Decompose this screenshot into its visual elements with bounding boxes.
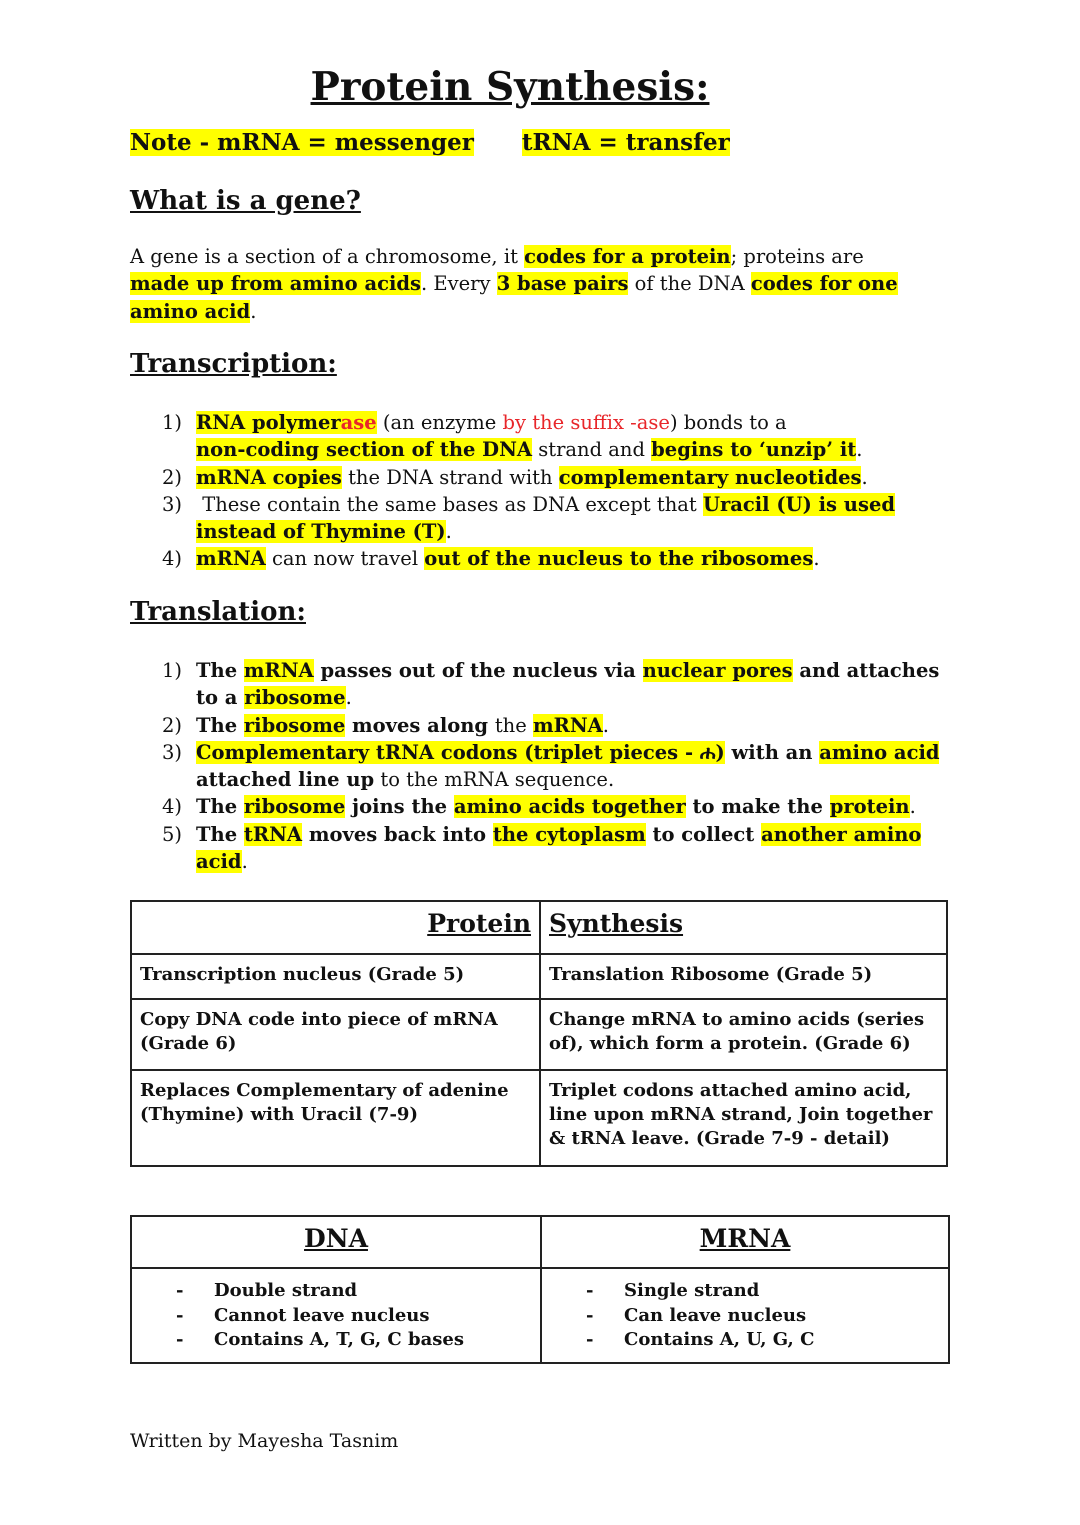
dna-list <box>140 1279 532 1353</box>
text-segment: 3 base pairs <box>496 272 629 296</box>
text-segment: The <box>196 795 244 819</box>
translation-heading: Translation: <box>130 597 306 627</box>
text-segment: . Every <box>420 272 497 296</box>
table-header-synthesis: Synthesis <box>540 901 947 954</box>
text-segment: passes out of the nucleus via <box>313 659 643 682</box>
text-segment: . <box>602 713 609 737</box>
text-line <box>162 739 939 766</box>
text-line <box>162 545 895 572</box>
text-segment: Uracil (U) is used <box>702 492 895 516</box>
text-segment: to the mRNA sequence. <box>374 768 615 792</box>
list-item: - Single strand <box>586 1279 940 1304</box>
text-segment: RNA polymer <box>196 411 341 434</box>
text-segment: mRNA copies <box>196 465 342 489</box>
text-segment: Complementary tRNA codons (triplet pieces - ሐ) <box>196 740 725 764</box>
mrna-heading: MRNA <box>541 1216 949 1268</box>
text-segment: codes for a protein <box>524 245 731 268</box>
text-segment: out of the nucleus to the ribosomes <box>424 547 814 571</box>
table-cell: Triplet codons attached amino acid, line upon mRNA strand, Join together & tRNA leave. (Grade 7-9 - detail) <box>540 1070 947 1166</box>
text-segment: with an <box>724 740 820 764</box>
text-segment: . <box>861 465 868 489</box>
list-item: - Double strand <box>176 1279 532 1304</box>
text-line <box>130 243 898 270</box>
text-segment: to collect <box>645 822 762 846</box>
list-number: 2) <box>162 465 183 489</box>
text-segment: The <box>196 822 244 846</box>
text-segment: can now travel <box>265 547 425 571</box>
text-segment: to make the <box>685 795 830 819</box>
text-segment: by the suffix -ase <box>502 411 670 434</box>
list-number: 1) <box>162 411 183 434</box>
text-segment: ) bonds to a <box>669 411 787 434</box>
text-segment: amino acids together <box>453 795 686 819</box>
text-segment: The <box>196 713 244 737</box>
transcription-heading: Transcription: <box>130 349 337 379</box>
text-segment: . <box>250 299 257 323</box>
text-segment: mRNA <box>532 713 603 737</box>
text-segment: . <box>345 686 352 710</box>
text-segment: complementary nucleotides <box>558 465 862 489</box>
text-line <box>162 491 895 518</box>
text-line <box>162 766 939 793</box>
list-number: 4) <box>162 547 183 571</box>
text-segment: (an enzyme <box>376 411 503 434</box>
text-segment: mRNA <box>196 547 266 571</box>
text-segment: made up from amino acids <box>130 272 421 296</box>
text-segment: The <box>196 659 244 682</box>
table-row <box>131 999 947 1070</box>
dna-vs-mrna-table <box>130 1215 950 1364</box>
gene-paragraph <box>130 243 898 325</box>
text-segment: of the DNA <box>628 272 751 296</box>
text-line <box>162 821 939 848</box>
translation-list <box>162 657 939 875</box>
text-segment: attached line up <box>196 768 375 792</box>
list-number: 5) <box>162 822 183 846</box>
table-cell: Transcription nucleus (Grade 5) <box>131 954 540 999</box>
table-row <box>131 1070 947 1166</box>
text-line <box>162 464 895 491</box>
note-mrna: Note - mRNA = messenger <box>130 129 474 156</box>
text-segment: codes for one <box>750 272 898 296</box>
text-segment: ase <box>340 411 377 434</box>
table-cell: Change mRNA to amino acids (series of), which form a protein. (Grade 6) <box>540 999 947 1070</box>
mrna-cell <box>541 1268 949 1363</box>
transcription-list <box>162 409 895 573</box>
text-segment: another amino <box>761 822 922 846</box>
text-segment: These contain the same bases as DNA except that <box>196 492 703 516</box>
text-segment: instead of Thymine (T) <box>196 520 446 544</box>
text-segment: . <box>813 547 820 571</box>
text-segment: amino acid <box>819 740 940 764</box>
table-cell: Translation Ribosome (Grade 5) <box>540 954 947 999</box>
text-segment: ribosome <box>243 713 346 737</box>
text-line <box>130 298 898 325</box>
dna-cell <box>131 1268 541 1363</box>
table-cell: Replaces Complementary of adenine (Thymine) with Uracil (7-9) <box>131 1070 540 1166</box>
note-trna: tRNA = transfer <box>521 129 730 156</box>
text-line <box>162 712 939 739</box>
text-segment: strand and <box>532 438 652 462</box>
text-segment: amino acid <box>130 299 251 323</box>
text-segment: mRNA <box>243 659 314 682</box>
text-line <box>162 793 939 820</box>
list-item: - Contains A, T, G, C bases <box>176 1328 532 1353</box>
text-segment: . <box>445 520 452 544</box>
text-segment: the <box>494 713 533 737</box>
text-segment: acid <box>196 850 242 874</box>
text-segment: non-coding section of the DNA <box>196 438 533 462</box>
author-footer: Written by Mayesha Tasnim <box>130 1430 399 1452</box>
gene-heading: What is a gene? <box>130 186 361 216</box>
text-line <box>162 518 895 545</box>
text-segment: moves along <box>345 713 495 737</box>
text-segment: A gene is a section of a chromosome, it <box>130 245 525 268</box>
text-segment: . <box>241 850 248 874</box>
text-segment: ribosome <box>244 686 346 710</box>
table-cell: Copy DNA code into piece of mRNA (Grade 6) <box>131 999 540 1070</box>
text-line <box>162 848 939 875</box>
text-line <box>162 409 895 436</box>
list-item: - Can leave nucleus <box>586 1304 940 1329</box>
text-segment: moves back into <box>302 822 493 846</box>
text-segment: . <box>856 438 863 462</box>
text-segment: begins to ‘unzip’ it <box>651 438 857 462</box>
text-line <box>162 436 895 463</box>
text-segment: . <box>909 795 916 819</box>
text-segment: to a <box>196 686 245 710</box>
text-segment: joins the <box>345 795 454 819</box>
text-segment: nuclear pores <box>642 659 793 682</box>
list-number: 1) <box>162 659 183 682</box>
list-number: 3) <box>162 492 183 516</box>
text-line <box>162 657 939 684</box>
text-segment: tRNA <box>243 822 303 846</box>
table-header-protein: Protein <box>131 901 540 954</box>
page-title: Protein Synthesis: <box>310 64 710 110</box>
list-number: 2) <box>162 713 183 737</box>
protein-synthesis-table <box>130 900 948 1167</box>
list-item: - Cannot leave nucleus <box>176 1304 532 1329</box>
text-segment: the cytoplasm <box>492 822 646 846</box>
text-segment: the DNA strand with <box>341 465 559 489</box>
list-number: 3) <box>162 740 183 764</box>
text-line <box>162 684 939 711</box>
text-segment: protein <box>829 795 910 819</box>
dna-heading: DNA <box>131 1216 541 1268</box>
text-line <box>130 270 898 297</box>
text-segment: and attaches <box>792 659 940 682</box>
mrna-list <box>550 1279 940 1353</box>
list-number: 4) <box>162 795 183 819</box>
table-row <box>131 954 947 999</box>
list-item: - Contains A, U, G, C <box>586 1328 940 1353</box>
text-segment: ribosome <box>243 795 346 819</box>
note-line <box>130 129 730 156</box>
text-segment: ; proteins are <box>730 245 864 268</box>
